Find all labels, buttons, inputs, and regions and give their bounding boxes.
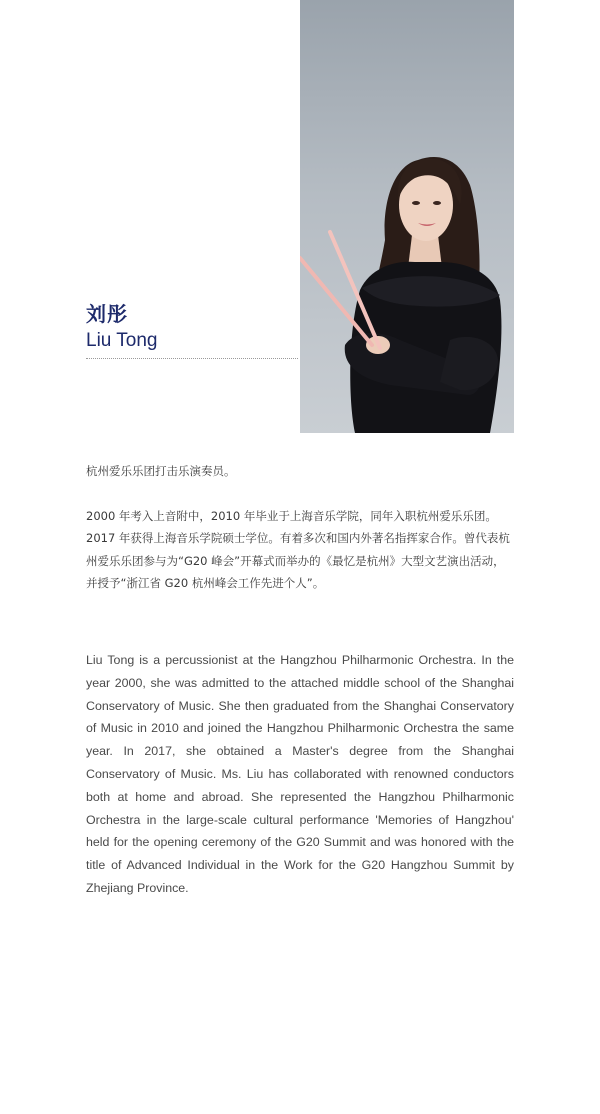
name-english: Liu Tong	[86, 330, 158, 351]
portrait-illustration	[300, 0, 514, 433]
name-block	[86, 302, 298, 354]
bio-english: Liu Tong is a percussionist at the Hangzhou Philharmonic Orchestra. In the year 2000, she was admitted to the attached middle school of the Shanghai Conservatory of Music. She then graduated from the Shanghai Conservatory of Music in 2010 and joined the Hangzhou Philharmonic Orchestra the same year. In 2017, she obtained a Master's degree from the Shanghai Conservatory of Music. Ms. Liu has collaborated with renowned conductors both at home and abroad. She represented the Hangzhou Philharmonic Orchestra in the large-scale cultural performance 'Memories of Hangzhou' held for the opening ceremony of the G20 Summit and was honored with the title of Advanced Individual in the Work for the G20 Hangzhou Summit by Zhejiang Province.	[86, 653, 514, 895]
name-chinese: 刘彤	[86, 302, 128, 326]
bio-chinese-role: 杭州爱乐乐团打击乐演奏员。	[86, 464, 236, 478]
name-divider	[86, 358, 298, 359]
portrait-photo	[300, 0, 514, 433]
bio-chinese-details: 2000 年考入上音附中，2010 年毕业于上海音乐学院，同年入职杭州爱乐乐团。2017 年获得上海音乐学院硕士学位。有着多次和国内外著名指挥家合作。曾代表杭州爱乐乐团参与为“G20 峰会”开幕式而举办的《最忆是杭州》大型文艺演出活动，并授予“浙江省 G20 杭州峰会工作先进个人”。	[86, 508, 510, 590]
bio-chinese	[86, 460, 516, 595]
